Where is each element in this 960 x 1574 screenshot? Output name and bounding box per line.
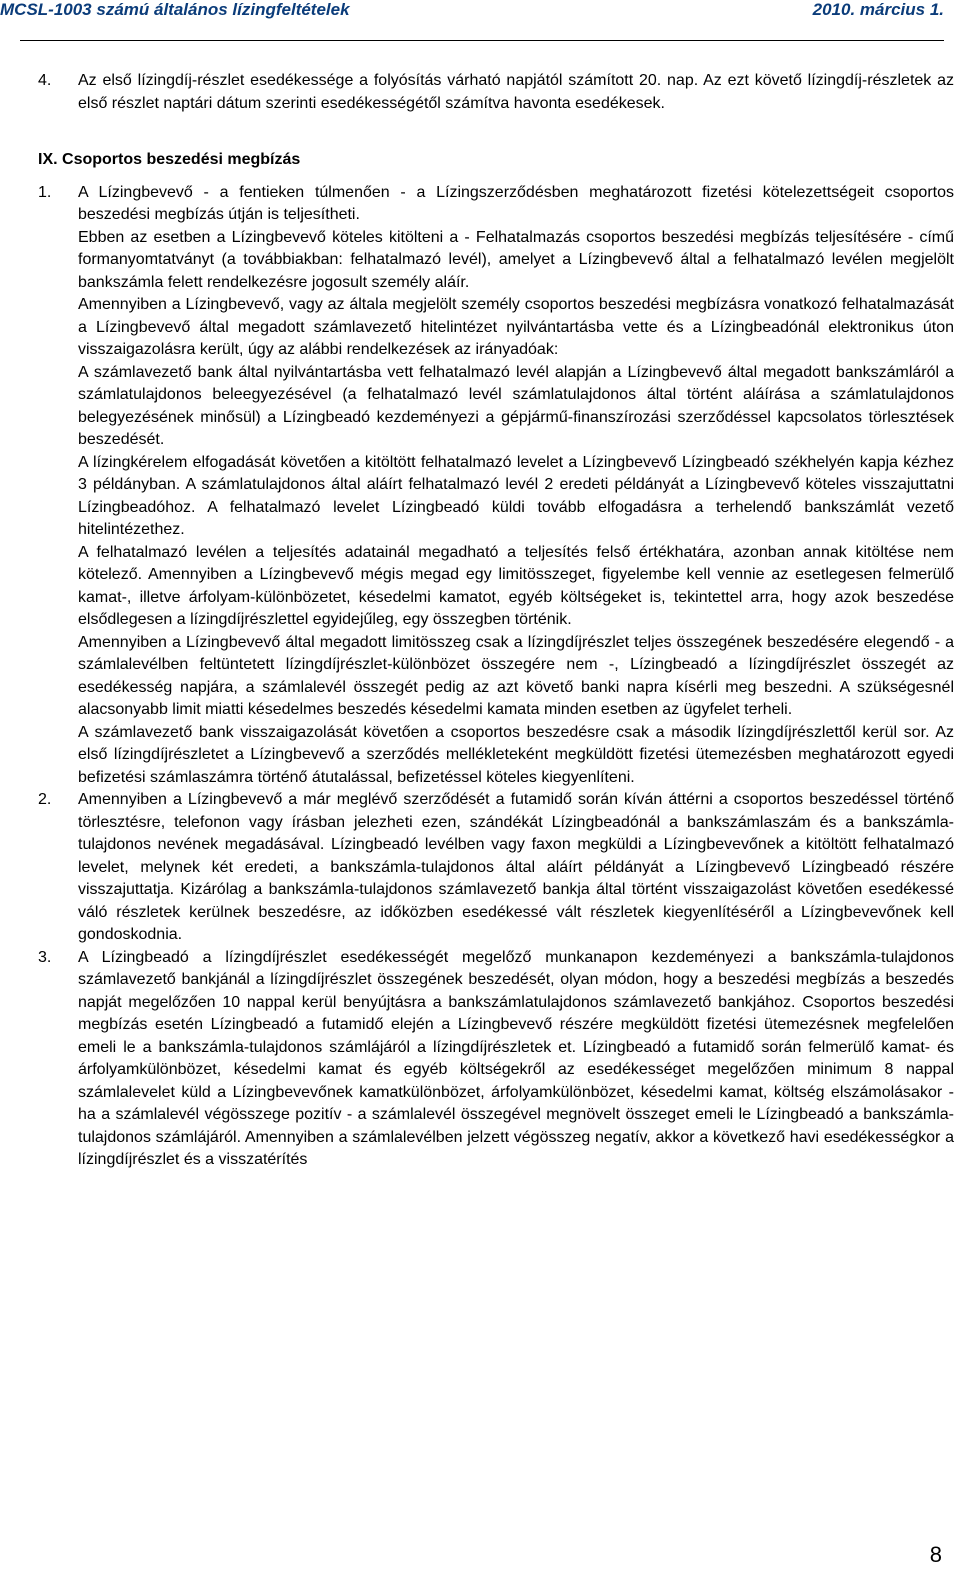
- list-item-4: [38, 70, 954, 115]
- item-number: 3.: [38, 948, 52, 966]
- paragraph: Az első lízingdíj-részlet esedékessége a folyósítás várható napjától számított 20. nap. Az ezt követő lízingdíj-részletek az első részlet naptári dátum szerinti esedékességétől számítva havonta esedékesek.: [78, 72, 954, 112]
- list-item-3: [38, 947, 954, 1172]
- header-document-title: MCSL-1003 számú általános lízingfeltételek: [0, 0, 350, 19]
- item-number: 2.: [38, 791, 52, 808]
- page-header: [0, 0, 960, 24]
- paragraph: A számlavezető bank által nyilvántartásba vett felhatalmazó levél alapján a Lízingbevevő által megadott bankszámláról a számlatulajdonos beleegyezésével (a felhatalmazó levél számlatulajdonos által történt aláírása a számlatulajdonos belegyezésének minősül) a Lízingbeadó kezdeményezi a gépjármű-finanszírozási szerződéssel kapcsolatos törlesztések beszedését.: [78, 363, 954, 448]
- list-item-1: [38, 182, 954, 790]
- paragraph: A Lízingbevevő - a fentieken túlmenően - a Lízingszerződésben meghatározott fizetési kötelezettségeit csoportos beszedési megbízás útján is teljesítheti.: [78, 183, 954, 223]
- item-text: [78, 70, 954, 115]
- paragraph: A felhatalmazó levélen a teljesítés adatainál megadható a teljesítés felső értékhatára, azonban annak kitöltése nem kötelező. Amennyiben a Lízingbevevő mégis megad egy limitösszeget, figyelembe kell vennie az esetlegesen felmerülő kamat-, illetve árfolyam-különbözetet, késedelmi kamatot, egyéb költségeket is, tekintettel arra, hogy azok beszedése elsődlegesen a lízingdíjrészlettel egyidejűleg, egy összegben történik.: [78, 543, 954, 628]
- paragraph: Amennyiben a Lízingbevevő a már meglévő szerződését a futamidő során kíván áttérni a csoportos beszedéssel történő törlesztésre, telefonon vagy írásban jelezheti ezen, szándékát Lízingbeadónál a bankszámlaszám és a bankszámla-tulajdonos nevének megadásával. Lízingbeadó levélben vagy faxon megküldi a Lízingbevevőnek a kitöltött felhatalmazó levelet, melynek két eredeti, a bankszámla-tulajdonos által aláírt példányát a Lízingbevevő Lízingbeadó részére visszajuttatja. Kizárólag a bankszámla-tulajdonos számlavezető bankja által történt visszaigazolást követően esedékessé váló részletek kerülnek beszedésre, az időközben esedékessé vált részletek kiegyenlítéséről a Lízingbevevőnek kell gondoskodnia.: [78, 791, 954, 943]
- document-body: [38, 70, 954, 1172]
- paragraph: Ebben az esetben a Lízingbevevő köteles kitölteni a - Felhatalmazás csoportos beszedési megbízás teljesítésére - című formanyomtatványt (a továbbiakban: felhatalmazó levél), amelyet a Lízingbevevő által a felhatalmazó levélen megjelölt bankszámla felett rendelkezésre jogosult személy aláír.: [78, 228, 954, 291]
- paragraph: A számlavezető bank visszaigazolását követően a csoportos beszedésre csak a második lízingdíjrészlettől kerül sor. Az első lízingdíjrészletet a Lízingbevevő a szerződés mellékleteként megküldött fizetési ütemezésben meghatározott egyedi befizetési számlaszámra történő átutalással, befizetéssel köteles kiegyenlíteni.: [78, 723, 954, 786]
- item-number: 4.: [38, 72, 52, 89]
- item-text: [78, 947, 954, 1172]
- paragraph: Amennyiben a Lízingbevevő által megadott limitösszeg csak a lízingdíjrészlet teljes összegének beszedésére elegendő - a számlalevélben feltüntetett lízingdíjrészlet-különbözet összegére nem -, Lízingbeadó a lízingdíjrészlet összegét az esedékesség napjára, a számlalevél összegét pedig az azt követő banki napra kísérli meg beszedni. A szükségesnél alacsonyabb limit miatti késedelmes beszedés késedelmi kamata minden esetben az ügyfelet terheli.: [78, 633, 954, 718]
- section-title: IX. Csoportos beszedési megbízás: [38, 151, 301, 168]
- paragraph: A Lízingbeadó a lízingdíjrészlet esedékességét megelőző munkanapon kezdeményezi a bankszámla-tulajdonos számlavezető bankjánál a lízingdíjrészlet összegének beszedését, olyan módon, hogy a beszedési megbízás a beszedés napját megelőzően 10 nappal kerül benyújtásra a bankszámlatulajdonos számlavezető bankjához. Csoportos beszedési megbízás esetén Lízingbeadó a futamidő elején a Lízingbevevő részére megküldött fizetési ütemezésnek megfelelően emeli le a bankszámla-tulajdonos számlájáról a lízingdíjrészletek et. Lízingbeadó a futamidő során felmerülő kamat- és árfolyamkülönbözet, késedelmi kamat és egyéb költségekről az esedékességet megelőzően minimum 8 nappal számlalevelet küld a Lízingbevevőnek kamatkülönbözet, árfolyamkülönbözet, késedelmi kamat, költség elszámolásakor - ha a számlalevél végösszege pozitív - a számlalevél összegével megnövelt összeget emeli le Lízingbeadó a bankszámla-tulajdonos számlájáról. Amennyiben a számlalevélben jelzett végösszeg negatív, akkor a következő havi esedékességkor a lízingdíjrészlet és a visszatérítés: [78, 948, 954, 1168]
- item-text: [78, 182, 954, 790]
- header-date: 2010. március 1.: [812, 0, 944, 19]
- list-item-2: [38, 789, 954, 947]
- header-divider: [20, 40, 944, 41]
- item-text: [78, 789, 954, 947]
- page-number: 8: [929, 1542, 942, 1567]
- paragraph: Amennyiben a Lízingbevevő, vagy az általa megjelölt személy csoportos beszedési megbízásra vonatkozó felhatalmazását a Lízingbevevő által megadott számlavezető hitelintézet nyilvántartásba vette és a Lízingbeadónál elektronikus úton visszaigazolásra került, úgy az alábbi rendelkezések az irányadóak:: [78, 296, 954, 358]
- paragraph: A lízingkérelem elfogadását követően a kitöltött felhatalmazó levelet a Lízingbevevő Lízingbeadó székhelyén kapja kézhez 3 példányban. A számlatulajdonos által aláírt felhatalmazó levél 2 eredeti példányát a Lízingbevevő köteles visszajuttatni Lízingbeadóhoz. A felhatalmazó levelet Lízingbeadó küldi tovább elfogadásra a terhelendő bankszámlát vezető hitelintézethez.: [78, 453, 954, 538]
- item-number: 1.: [38, 183, 52, 201]
